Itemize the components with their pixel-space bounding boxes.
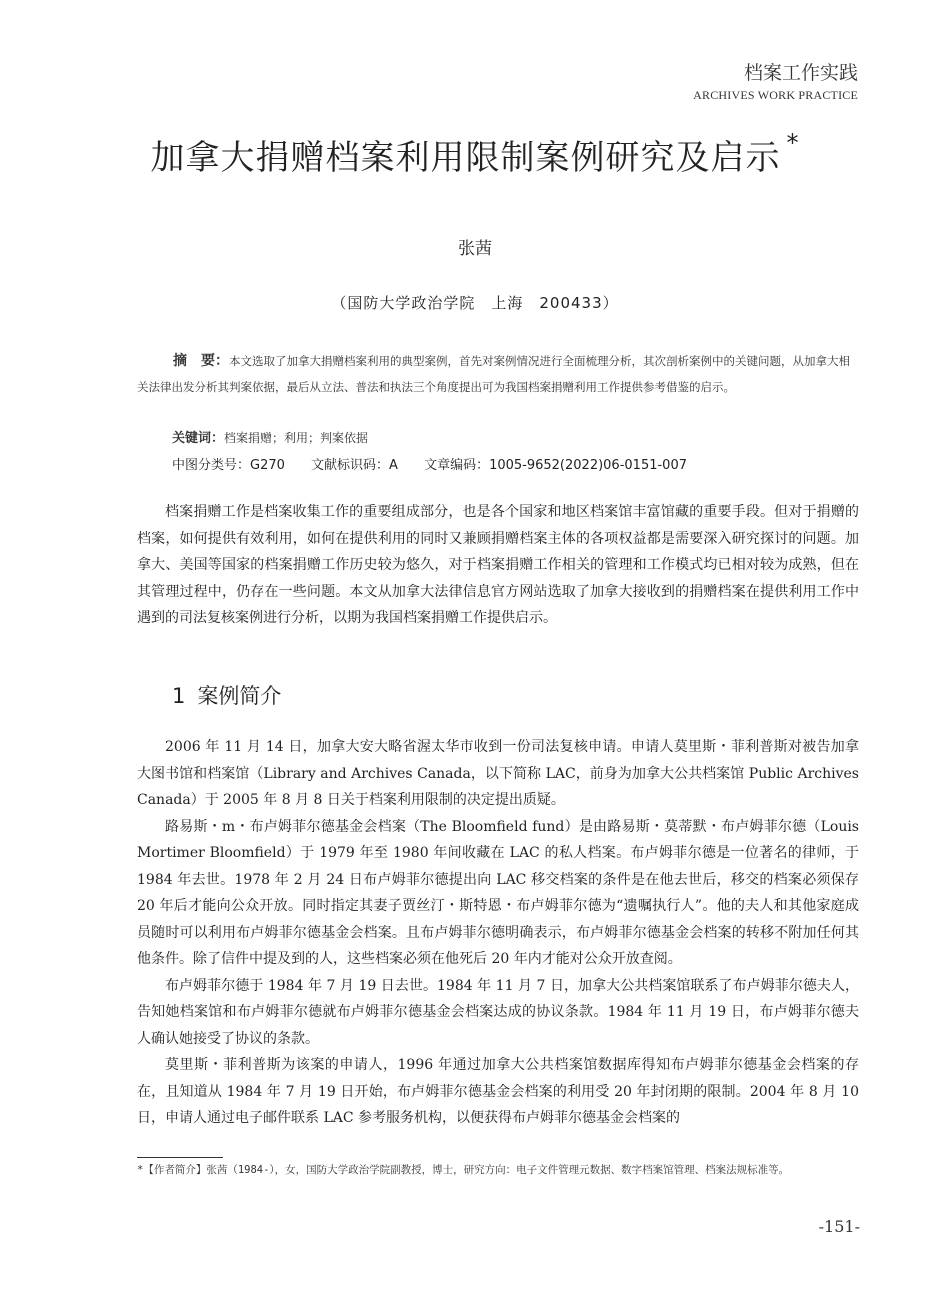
author-affiliation: （国防大学政治学院 上海 200433） (331, 294, 619, 312)
paragraph: 路易斯・m・布卢姆菲尔德基金会档案（The Bloomfield fund）是由路易斯・莫蒂默・布卢姆菲尔德（Louis Mortimer Bloomfield）于 1979 年至 1980 年间收藏在 LAC 的私人档案。布卢姆菲尔德是一位著名的律师，于 1984 年去世。1978 年 2 月 24 日布卢姆菲尔德提出向 LAC 移交档案的条件是在他去世后，移交的档案必须保存 20 年后才能向公众开放。同时指定其妻子贾丝汀・斯特恩・布卢姆菲尔德为“遗嘱执行人”。他的夫人和其他家庭成员随时可以利用布卢姆菲尔德基金会档案。且布卢姆菲尔德明确表示，布卢姆菲尔德基金会档案的转移不附加任何其他条件。除了信件中提及到的人，这些档案必须在他死后 20 年内才能对公众开放查阅。 (137, 818, 859, 967)
page-number: -151- (818, 1217, 860, 1236)
section-heading (172, 680, 281, 710)
abstract-label: 摘 要： (173, 353, 229, 369)
author-footnote: *【作者简介】张茜（1984-），女，国防大学政治学院副教授，博士，研究方向：电子文件管理元数据、数字档案馆管理、档案法规标准等。 (137, 1164, 790, 1176)
article-title-text: 加拿大捐赠档案利用限制案例研究及启示 (150, 138, 781, 178)
paragraph: 莫里斯・菲利普斯为该案的申请人，1996 年通过加拿大公共档案馆数据库得知布卢姆菲尔德基金会档案的存在，且知道从 1984 年 7 月 19 日开始，布卢姆菲尔德基金会档案的利用受 20 年封闭期的限制。2004 年 8 月 10 日，申请人通过电子邮件联系 LAC 参考服务机构，以便获得布卢姆菲尔德基金会档案的 (137, 1057, 859, 1126)
section-title-cn: 档案工作实践 (743, 62, 858, 84)
running-header (693, 60, 858, 103)
author-name: 张茜 (458, 239, 492, 259)
section-title-en: ARCHIVES WORK PRACTICE (693, 88, 858, 102)
paragraph: 布卢姆菲尔德于 1984 年 7 月 19 日去世。1984 年 11 月 7 日，加拿大公共档案馆联系了布卢姆菲尔德夫人，告知她档案馆和布卢姆菲尔德就布卢姆菲尔德基金会档案达成的协议条款。1984 年 11 月 19 日，布卢姆菲尔德夫人确认她接受了协议的条款。 (137, 977, 859, 1047)
article-title (0, 130, 950, 179)
keywords (172, 427, 368, 446)
document-code: 文献标识码：A (311, 458, 398, 473)
section-body (137, 734, 859, 1132)
section-number: 1 (172, 684, 186, 708)
article-number: 文章编码：1005-9652(2022)06-0151-007 (424, 458, 687, 473)
title-footnote-mark: * (786, 128, 800, 157)
keywords-label: 关键词： (172, 431, 225, 446)
abstract-text: 本文选取了加拿大捐赠档案利用的典型案例，首先对案例情况进行全面梳理分析，其次剖析案例中的关键问题，从加拿大相关法律出发分析其判案依据，最后从立法、普法和执法三个角度提出可为我国档案捐赠利用工作提供参考借鉴的启示。 (137, 354, 850, 394)
keywords-text: 档案捐赠；利用；判案依据 (224, 431, 369, 445)
footnote-divider (137, 1157, 223, 1158)
intro-paragraph: 档案捐赠工作是档案收集工作的重要组成部分，也是各个国家和地区档案馆丰富馆藏的重要手段。但对于捐赠的档案，如何提供有效利用，如何在提供利用的同时又兼顾捐赠档案主体的各项权益都是需要深入研究探讨的问题。加拿大、美国等国家的档案捐赠工作历史较为悠久，对于档案捐赠工作相关的管理和工作模式均已相对较为成熟，但在其管理过程中，仍存在一些问题。本文从加拿大法律信息官方网站选取了加拿大接收到的捐赠档案在提供利用工作中遇到的司法复核案例进行分析，以期为我国档案捐赠工作提供启示。 (137, 504, 859, 626)
paragraph: 2006 年 11 月 14 日，加拿大安大略省渥太华市收到一份司法复核申请。申请人莫里斯・菲利普斯对被告加拿大图书馆和档案馆（Library and Archives Canada，以下简称 LAC，前身为加拿大公共档案馆 Public Archives Canada）于 2005 年 8 月 8 日关于档案利用限制的决定提出质疑。 (137, 739, 859, 808)
introduction (137, 499, 859, 632)
classification-line (172, 454, 709, 473)
abstract (137, 348, 859, 400)
section-title: 案例简介 (197, 684, 282, 708)
clc-number: 中图分类号：G270 (172, 458, 285, 473)
